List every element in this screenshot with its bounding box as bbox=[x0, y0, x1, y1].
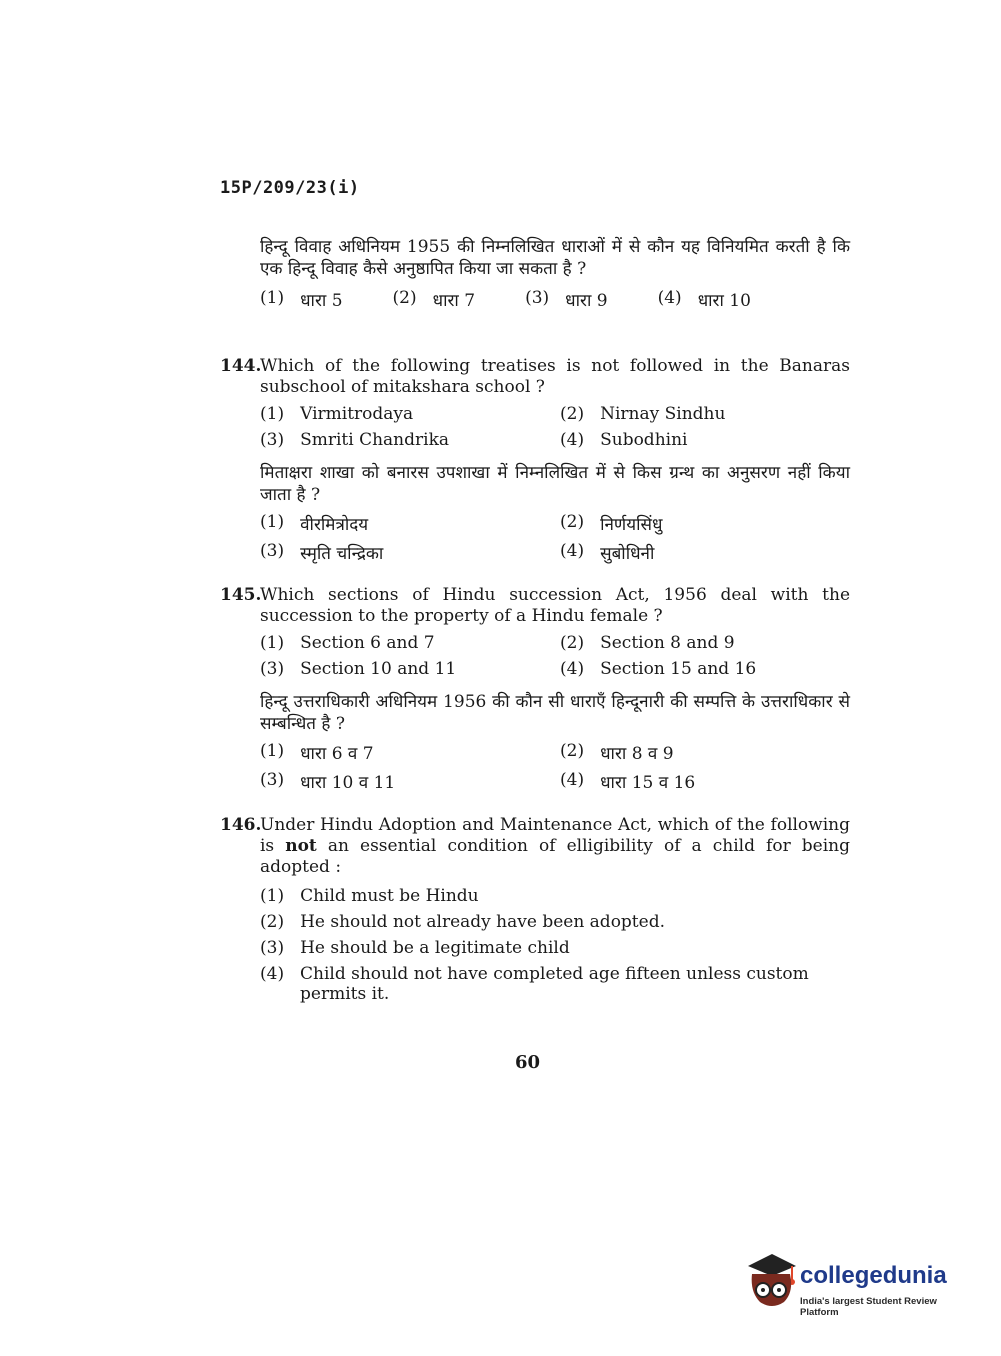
question-143-hindi bbox=[220, 236, 850, 311]
options-list bbox=[260, 886, 850, 1004]
options-grid bbox=[260, 404, 850, 450]
option-3 bbox=[260, 659, 560, 679]
option-text: Subodhini bbox=[600, 430, 688, 450]
option-text: धारा 6 व 7 bbox=[300, 744, 374, 764]
option-number: (4) bbox=[560, 659, 585, 679]
option-number: (3) bbox=[260, 541, 285, 561]
option-number: (4) bbox=[560, 770, 585, 790]
option-1 bbox=[260, 512, 560, 535]
option-4 bbox=[260, 964, 850, 1004]
question-144 bbox=[220, 356, 850, 564]
option-number: (1) bbox=[260, 512, 285, 532]
options-grid bbox=[260, 633, 850, 679]
option-text: Child must be Hindu bbox=[300, 886, 479, 906]
option-text: धारा 5 bbox=[300, 291, 343, 311]
paper-code: 15P/209/23(i) bbox=[220, 178, 360, 198]
question-text: Which of the following treatises is not followed in the Banaras subschool of mitakshara school ? bbox=[260, 356, 850, 397]
option-text: धारा 8 व 9 bbox=[600, 744, 674, 764]
option-text: सुबोधिनी bbox=[600, 544, 655, 564]
options-grid-hindi bbox=[260, 512, 850, 564]
option-4 bbox=[658, 288, 751, 311]
question-text-part: Under Hindu Adoption and Maintenance Act, which of the following is bbox=[260, 815, 850, 856]
mascot-icon bbox=[742, 1252, 798, 1316]
collegedunia-logo bbox=[742, 1250, 972, 1320]
option-text: निर्णयसिंधु bbox=[600, 515, 663, 535]
option-number: (2) bbox=[560, 512, 585, 532]
option-number: (1) bbox=[260, 288, 285, 308]
question-text: Which sections of Hindu succession Act, 1956 deal with the succession to the property of a Hindu female ? bbox=[260, 585, 850, 626]
option-number: (3) bbox=[260, 770, 285, 790]
option-text: धारा 7 bbox=[432, 291, 476, 311]
option-number: (3) bbox=[260, 938, 285, 958]
option-2 bbox=[560, 404, 860, 424]
options-grid-hindi bbox=[260, 741, 850, 793]
option-3 bbox=[525, 288, 608, 311]
option-number: (3) bbox=[260, 659, 285, 679]
option-number: (4) bbox=[260, 964, 285, 984]
option-number: (1) bbox=[260, 404, 285, 424]
option-3 bbox=[260, 430, 560, 450]
emphasis-not: not bbox=[285, 836, 317, 856]
option-1 bbox=[260, 886, 850, 906]
option-2 bbox=[560, 741, 860, 764]
option-number: (4) bbox=[657, 288, 682, 308]
option-2 bbox=[560, 512, 860, 535]
option-1 bbox=[260, 404, 560, 424]
option-number: (1) bbox=[260, 741, 285, 761]
option-4 bbox=[560, 541, 860, 564]
option-number: (1) bbox=[260, 886, 285, 906]
question-text bbox=[260, 815, 850, 878]
brand-name: collegedunia bbox=[800, 1262, 947, 1289]
option-3 bbox=[260, 770, 560, 793]
question-number: 144. bbox=[220, 356, 262, 376]
option-text: He should be a legitimate child bbox=[300, 938, 570, 958]
option-number: (2) bbox=[560, 741, 585, 761]
option-4 bbox=[560, 430, 860, 450]
option-text: Section 8 and 9 bbox=[600, 633, 735, 653]
option-text: Section 6 and 7 bbox=[300, 633, 435, 653]
option-text: Section 15 and 16 bbox=[600, 659, 757, 679]
option-1 bbox=[260, 741, 560, 764]
option-text: Section 10 and 11 bbox=[300, 659, 457, 679]
option-3 bbox=[260, 541, 560, 564]
option-text: धारा 10 bbox=[697, 291, 751, 311]
option-text: धारा 9 bbox=[565, 291, 608, 311]
option-number: (3) bbox=[525, 288, 550, 308]
option-3 bbox=[260, 938, 850, 958]
option-number: (3) bbox=[260, 430, 285, 450]
option-number: (4) bbox=[560, 430, 585, 450]
option-text: धारा 10 व 11 bbox=[300, 773, 396, 793]
question-text-hindi: हिन्दू विवाह अधिनियम 1955 की निम्नलिखित धाराओं में से कौन यह विनियमित करती है कि एक हिन्दू विवाह कैसे अनुष्ठापित किया जा सकता है ? bbox=[260, 237, 850, 279]
question-number: 145. bbox=[220, 585, 262, 605]
option-2 bbox=[393, 288, 476, 311]
brand-tagline: India's largest Student Review Platform bbox=[800, 1296, 937, 1318]
question-text-hindi: मिताक्षरा शाखा को बनारस उपशाखा में निम्नलिखित में से किस ग्रन्थ का अनुसरण नहीं किया जाता है ? bbox=[260, 463, 850, 505]
page-number: 60 bbox=[515, 1052, 541, 1073]
option-text: He should not already have been adopted. bbox=[300, 912, 665, 932]
option-number: (1) bbox=[260, 633, 285, 653]
option-number: (2) bbox=[560, 633, 585, 653]
question-number: 146. bbox=[220, 815, 262, 835]
option-number: (4) bbox=[560, 541, 585, 561]
option-4 bbox=[560, 659, 860, 679]
option-number: (2) bbox=[560, 404, 585, 424]
question-145 bbox=[220, 585, 850, 793]
option-text: वीरमित्रोदय bbox=[300, 515, 369, 535]
option-text: धारा 15 व 16 bbox=[600, 773, 696, 793]
option-number: (2) bbox=[260, 912, 285, 932]
question-text-hindi: हिन्दू उत्तराधिकारी अधिनियम 1956 की कौन सी धाराएँ हिन्दूनारी की सम्पत्ति के उत्तराधिकार से सम्बन्धित है ? bbox=[260, 692, 850, 734]
option-1 bbox=[260, 633, 560, 653]
option-text: स्मृति चन्द्रिका bbox=[300, 544, 384, 564]
option-number: (2) bbox=[392, 288, 417, 308]
option-1 bbox=[260, 288, 343, 311]
question-146 bbox=[220, 815, 850, 1010]
option-text: Virmitrodaya bbox=[300, 404, 414, 424]
question-text-part: an essential condition of elligibility of a child for being adopted : bbox=[260, 836, 850, 877]
option-text: Child should not have completed age fifteen unless custom permits it. bbox=[300, 964, 809, 1004]
option-4 bbox=[560, 770, 860, 793]
options-row bbox=[260, 288, 850, 311]
option-2 bbox=[260, 912, 850, 932]
option-2 bbox=[560, 633, 860, 653]
option-text: Nirnay Sindhu bbox=[600, 404, 726, 424]
option-text: Smriti Chandrika bbox=[300, 430, 450, 450]
